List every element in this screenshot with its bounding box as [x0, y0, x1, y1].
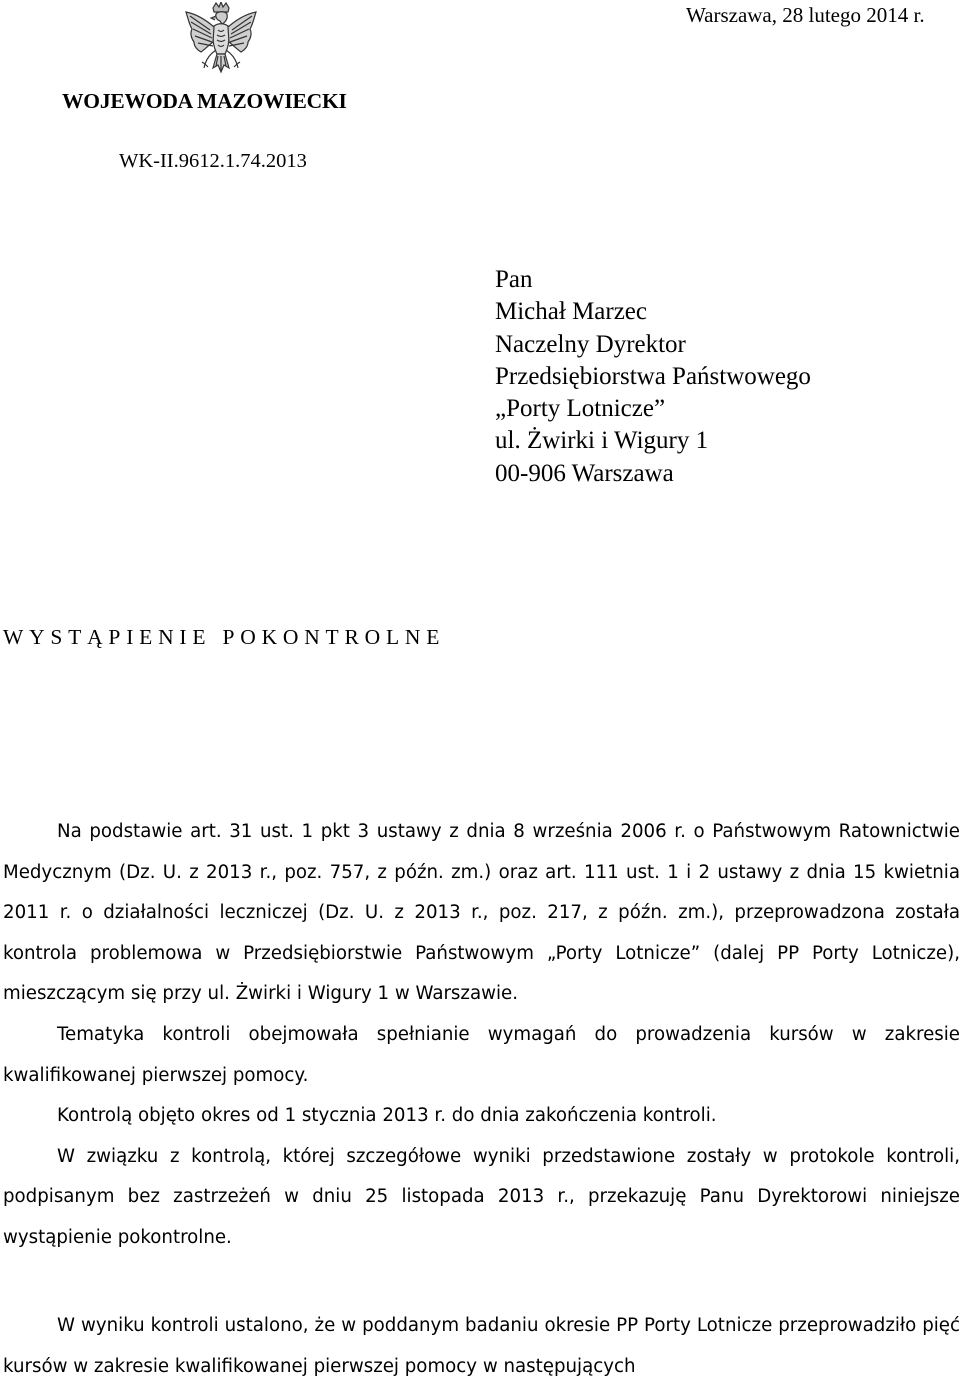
recipient-position: Naczelny Dyrektor [495, 330, 686, 358]
recipient-organization-name: „Porty Lotnicze” [495, 395, 666, 423]
polish-eagle-emblem-icon [180, 2, 262, 88]
paragraph-scope: Tematyka kontroli obejmowała spełnianie wymagań do prowadzenia kursów w zakresie kwalifikowanej pierwszej pomocy. [3, 1023, 960, 1086]
recipient-name: Michał Marzec [495, 298, 648, 326]
issuing-authority: WOJEWODA MAZOWIECKI [62, 89, 347, 113]
paragraph-protocol: W związku z kontrolą, której szczegółowe wyniki przedstawione zostały w protokole kontroli, podpisanym bez zastrzeżeń w dniu 25 listopada 2013 r., przekazuję Panu Dyrektorowi niniejsze wystąpienie pokontrolne. [3, 1145, 960, 1248]
place-and-date: Warszawa, 28 lutego 2014 r. [686, 3, 925, 27]
reference-number: WK-II.9612.1.74.2013 [119, 150, 307, 172]
document-body [3, 812, 960, 1259]
paragraph-findings: W wyniku kontroli ustalono, że w poddanym badaniu okresie PP Porty Lotnicze przeprowadziło pięć kursów w zakresie kwalifikowanej pierwszej pomocy w następujących [3, 1315, 960, 1377]
recipient-organization: Przedsiębiorstwa Państwowego [495, 362, 811, 390]
recipient-city: 00-906 Warszawa [495, 459, 674, 487]
document-title: WYSTĄPIENIE POKONTROLNE [3, 625, 446, 649]
document-body-continued [3, 1306, 960, 1381]
recipient-address-block [495, 264, 811, 490]
paragraph-period: Kontrolą objęto okres od 1 stycznia 2013 r. do dnia zakończenia kontroli. [57, 1105, 717, 1127]
recipient-street: ul. Żwirki i Wigury 1 [495, 427, 709, 455]
recipient-salutation: Pan [495, 266, 533, 293]
paragraph-legal-basis: Na podstawie art. 31 ust. 1 pkt 3 ustawy z dnia 8 września 2006 r. o Państwowym Ratownictwie Medycznym (Dz. U. z 2013 r., poz. 757, z późn. zm.) oraz art. 111 ust. 1 i 2 ustawy z dnia 15 kwietnia 2011 r. o działalności leczniczej (Dz. U. z 2013 r., poz. 217, z późn. zm.), przeprowadzona została kontrola problemowa w Przedsiębiorstwie Państwowym „Porty Lotnicze” (dalej PP Porty Lotnicze), mieszczącym się przy ul. Żwirki i Wigury 1 w Warszawie. [3, 821, 960, 1005]
